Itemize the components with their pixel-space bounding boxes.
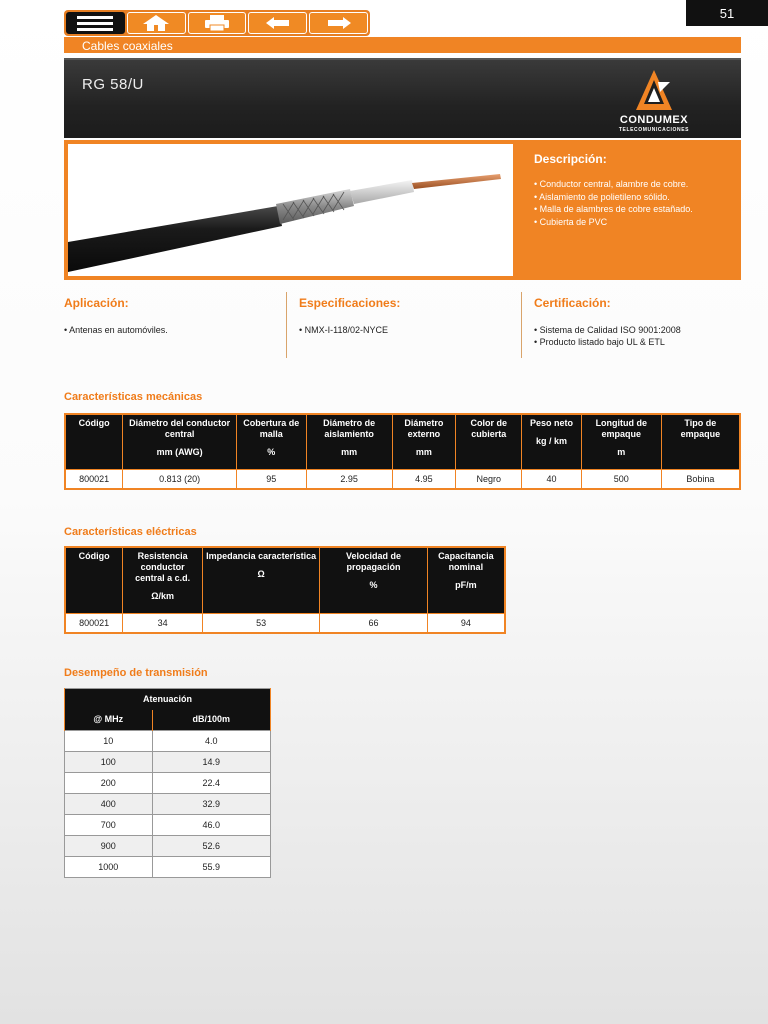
table-row [65, 857, 271, 878]
forward-button[interactable] [309, 12, 368, 34]
mecanicas-table [64, 413, 741, 490]
divider [521, 292, 522, 358]
table-cell: 0.813 (20) [123, 469, 237, 489]
table-cell: 55.9 [152, 857, 270, 878]
table-row [65, 794, 271, 815]
column-header: Color de cubierta [456, 414, 522, 469]
table-row [65, 752, 271, 773]
table-cell: Bobina [661, 469, 740, 489]
table-cell: 200 [65, 773, 153, 794]
product-title: RG 58/U [82, 76, 144, 93]
list-item: • NMX-I-118/02-NYCE [299, 325, 389, 335]
table-cell: 32.9 [152, 794, 270, 815]
column-header: Diámetro de aislamiento mm [306, 414, 392, 469]
page-number: 51 [686, 0, 768, 26]
product-overview-panel [64, 140, 741, 280]
table-row [65, 773, 271, 794]
certificacion-title: Certificación: [534, 296, 611, 310]
home-icon [142, 14, 170, 32]
atenuacion-table [64, 688, 271, 878]
column-header: Peso neto kg / km [522, 414, 582, 469]
divider [286, 292, 287, 358]
table-cell: 46.0 [152, 815, 270, 836]
electricas-title: Características eléctricas [64, 526, 197, 538]
section-title: Cables coaxiales [64, 37, 741, 55]
table-cell: 2.95 [306, 469, 392, 489]
list-item: • Malla de alambres de cobre estañado. [534, 204, 693, 214]
brand-name: CONDUMEX [619, 114, 689, 126]
table-row [65, 836, 271, 857]
table-cell: 700 [65, 815, 153, 836]
table-cell: 400 [65, 794, 153, 815]
especificaciones-title: Especificaciones: [299, 296, 401, 310]
printer-icon [204, 14, 230, 32]
condumex-logo-icon [634, 68, 674, 112]
column-header: Diámetro del conductor central mm (AWG) [123, 414, 237, 469]
list-item: • Cubierta de PVC [534, 216, 608, 227]
column-header: Longitud de empaque m [581, 414, 661, 469]
print-button[interactable] [188, 12, 247, 34]
table-cell: 40 [522, 469, 582, 489]
table-cell: 1000 [65, 857, 153, 878]
list-item: • Producto listado bajo UL & ETL [534, 337, 665, 347]
table-cell: 4.95 [392, 469, 456, 489]
table-cell: 66 [320, 613, 427, 633]
column-header: Velocidad de propagación % [320, 547, 427, 613]
menu-button[interactable] [66, 12, 125, 34]
table-cell: Negro [456, 469, 522, 489]
electricas-table [64, 546, 506, 634]
table-row [65, 469, 740, 489]
table-cell: 10 [65, 731, 153, 752]
column-header: Cobertura de malla % [236, 414, 306, 469]
column-header: @ MHz [65, 710, 153, 731]
especificaciones-section [299, 296, 509, 336]
table-cell: 53 [202, 613, 319, 633]
column-header: Impedancia característica Ω [202, 547, 319, 613]
column-header: Código [65, 547, 123, 613]
arrow-left-icon [265, 16, 291, 30]
description-title: Descripción: [534, 152, 607, 166]
column-header: Resistencia conductor central a c.d. Ω/km [123, 547, 203, 613]
column-header: Tipo de empaque [661, 414, 740, 469]
back-button[interactable] [248, 12, 307, 34]
group-header: Atenuación [65, 689, 271, 710]
description-list [534, 178, 693, 228]
brand-subtitle: TELECOMUNICACIONES [618, 127, 690, 133]
table-cell: 900 [65, 836, 153, 857]
column-header: Diámetro externo mm [392, 414, 456, 469]
desempeno-title: Desempeño de transmisión [64, 667, 208, 679]
table-cell: 500 [581, 469, 661, 489]
column-header: Capacitancia nominal pF/m [427, 547, 505, 613]
home-button[interactable] [127, 12, 186, 34]
list-item: • Sistema de Calidad ISO 9001:2008 [534, 325, 681, 335]
table-cell: 52.6 [152, 836, 270, 857]
table-row [65, 731, 271, 752]
table-cell: 14.9 [152, 752, 270, 773]
table-cell: 95 [236, 469, 306, 489]
table-cell: 22.4 [152, 773, 270, 794]
list-item: • Antenas en automóviles. [64, 325, 168, 335]
mecanicas-title: Características mecánicas [64, 391, 203, 403]
hamburger-menu-icon [77, 15, 113, 31]
list-item: • Conductor central, alambre de cobre. [534, 179, 689, 189]
brand-logo [604, 66, 704, 136]
column-header: Código [65, 414, 123, 469]
list-item: • Aislamiento de polietileno sólido. [534, 191, 670, 202]
column-header: dB/100m [152, 710, 270, 731]
table-row [65, 613, 505, 633]
aplicacion-title: Aplicación: [64, 296, 129, 310]
arrow-right-icon [326, 16, 352, 30]
table-row [65, 815, 271, 836]
table-cell: 100 [65, 752, 153, 773]
aplicacion-section [64, 296, 274, 336]
table-cell: 94 [427, 613, 505, 633]
certificacion-section [534, 296, 744, 348]
table-cell: 800021 [65, 613, 123, 633]
cable-photo [68, 144, 513, 276]
coaxial-cable-image [68, 144, 513, 276]
product-header [64, 58, 741, 138]
table-cell: 4.0 [152, 731, 270, 752]
table-cell: 800021 [65, 469, 123, 489]
navigation-toolbar [64, 10, 370, 36]
table-cell: 34 [123, 613, 203, 633]
